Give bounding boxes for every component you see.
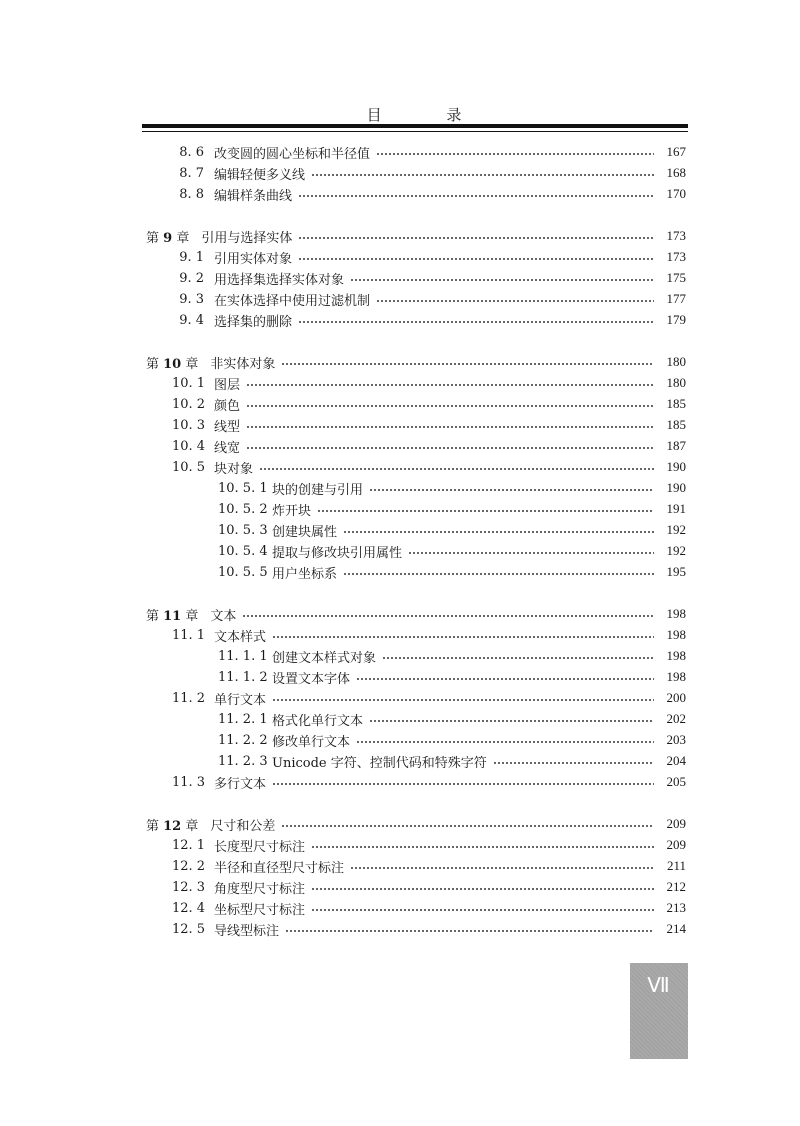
toc-entry[interactable] — [146, 730, 686, 750]
header-rule-thick — [142, 124, 688, 128]
dot-leader — [246, 447, 654, 449]
toc-entry-number: 11. 2. 2 — [218, 732, 268, 748]
toc-entry-title: 在实体选择中使用过滤机制 — [214, 293, 371, 309]
dot-leader — [281, 825, 654, 827]
toc-entry-number: 第 11 章 — [146, 608, 199, 624]
dot-leader — [350, 279, 654, 281]
toc-entry-number: 10. 5. 5 — [218, 564, 268, 580]
dot-leader — [311, 174, 654, 176]
toc-entry-title: 引用实体对象 — [214, 251, 293, 267]
toc-entry-title: 非实体对象 — [210, 356, 276, 372]
toc-entry-title: 修改单行文本 — [272, 734, 351, 750]
dot-leader — [311, 909, 654, 911]
toc-entry-page: 190 — [666, 459, 686, 474]
toc-chapter-entry[interactable] — [146, 814, 686, 834]
toc-entry-page: 203 — [666, 732, 686, 747]
dot-leader — [242, 615, 654, 617]
toc-entry-number: 12. 3 — [172, 879, 206, 895]
toc-entry-number: 12. 5 — [172, 921, 206, 937]
dot-leader — [382, 657, 654, 659]
dot-leader — [350, 867, 654, 869]
toc-chapter-entry[interactable] — [146, 352, 686, 372]
toc-entry[interactable] — [146, 520, 686, 540]
toc-entry-title: 用选择集选择实体对象 — [214, 272, 345, 288]
toc-entry-title: 多行文本 — [214, 776, 267, 792]
toc-entry-number: 11. 1. 1 — [218, 648, 268, 664]
toc-entry-title: 格式化单行文本 — [272, 713, 364, 729]
dot-leader — [317, 510, 654, 512]
toc-entry-page: 168 — [666, 165, 686, 180]
toc-entry-page: 198 — [666, 606, 686, 621]
toc-entry-page: 173 — [666, 249, 686, 264]
toc-entry[interactable] — [146, 142, 686, 162]
toc-entry-number: 10. 2 — [172, 396, 206, 412]
toc-entry-number: 9. 2 — [179, 270, 204, 286]
toc-entry-page: 198 — [666, 627, 686, 642]
toc-entry-title: 图层 — [214, 377, 241, 393]
toc-entry-number: 10. 5 — [172, 459, 206, 475]
toc-entry-title: 导线型标注 — [214, 923, 280, 939]
toc-entry-page: 211 — [666, 858, 686, 873]
toc-entry[interactable] — [146, 541, 686, 561]
toc-entry-title: 线型 — [214, 419, 241, 435]
toc-entry-page: 204 — [666, 753, 686, 768]
toc-entry[interactable] — [146, 772, 686, 792]
toc-entry-number: 11. 3 — [172, 774, 206, 790]
toc-entry-page: 192 — [666, 543, 686, 558]
toc-entry-page: 200 — [666, 690, 686, 705]
dot-leader — [246, 405, 654, 407]
toc-entry-number: 8. 6 — [179, 144, 204, 160]
toc-chapter-entry[interactable] — [146, 604, 686, 624]
toc-entry-number: 10. 4 — [172, 438, 206, 454]
toc-entry[interactable] — [146, 499, 686, 519]
toc-entry-number: 10. 5. 4 — [218, 543, 268, 559]
toc-entry[interactable] — [146, 394, 686, 414]
toc-entry[interactable] — [146, 625, 686, 645]
toc-entry-title: 块对象 — [214, 461, 254, 477]
dot-leader — [298, 195, 654, 197]
dot-leader — [376, 300, 654, 302]
toc-entry-page: 209 — [666, 816, 686, 831]
toc-entry[interactable] — [146, 835, 686, 855]
toc-entry[interactable] — [146, 709, 686, 729]
toc-entry-page: 187 — [666, 438, 686, 453]
dot-leader — [376, 153, 654, 155]
toc-entry-page: 190 — [666, 480, 686, 495]
toc-entry-page: 212 — [666, 879, 686, 894]
toc-entry[interactable] — [146, 562, 686, 582]
toc-entry-title: 文本 — [210, 608, 237, 624]
toc-entry-title: 文本样式 — [214, 629, 267, 645]
toc-entry-number: 11. 2. 3 — [218, 753, 268, 769]
toc-entry-number: 11. 2. 1 — [218, 711, 268, 727]
toc-entry-title: 创建块属性 — [272, 524, 338, 540]
page-number-label: Ⅶ — [647, 973, 671, 997]
dot-leader — [281, 363, 654, 365]
toc-entry-title: 半径和直径型尺寸标注 — [214, 860, 345, 876]
toc-entry-title: 编辑样条曲线 — [214, 188, 293, 204]
toc-entry-title: 块的创建与引用 — [272, 482, 364, 498]
toc-entry-title: 提取与修改块引用属性 — [272, 545, 403, 561]
toc-entry-title: 角度型尺寸标注 — [214, 881, 306, 897]
toc-entry-page: 205 — [666, 774, 686, 789]
toc-entry-title: 引用与选择实体 — [201, 230, 293, 246]
toc-entry-page: 179 — [666, 312, 686, 327]
toc-entry-number: 10. 5. 1 — [218, 480, 268, 496]
toc-entry-title: 用户坐标系 — [272, 566, 338, 582]
dot-leader — [408, 552, 654, 554]
toc-entry-number: 11. 2 — [172, 690, 206, 706]
dot-leader — [298, 321, 654, 323]
toc-entry-number: 11. 1. 2 — [218, 669, 268, 685]
dot-leader — [356, 678, 654, 680]
toc-entry-page: 167 — [666, 144, 686, 159]
toc-chapter-entry[interactable] — [146, 226, 686, 246]
toc-entry-title: 尺寸和公差 — [210, 818, 276, 834]
toc-entry[interactable] — [146, 688, 686, 708]
dot-leader — [343, 531, 654, 533]
toc-entry-title: 坐标型尺寸标注 — [214, 902, 306, 918]
header-rule-thin — [142, 131, 688, 132]
toc-entry-page: 175 — [666, 270, 686, 285]
toc-entry-number: 10. 3 — [172, 417, 206, 433]
toc-entry[interactable] — [146, 478, 686, 498]
toc-entry-number: 12. 1 — [172, 837, 206, 853]
toc-entry-number: 12. 2 — [172, 858, 206, 874]
dot-leader — [246, 384, 654, 386]
toc-entry-page: 185 — [666, 417, 686, 432]
toc-entry-number: 第 9 章 — [146, 230, 190, 246]
toc-entry-number: 8. 8 — [179, 186, 204, 202]
toc-entry-page: 180 — [666, 354, 686, 369]
dot-leader — [369, 489, 654, 491]
toc-entry[interactable] — [146, 856, 686, 876]
dot-leader — [369, 720, 654, 722]
toc-entry-title: 创建文本样式对象 — [272, 650, 377, 666]
toc-entry-number: 10. 5. 2 — [218, 501, 268, 517]
toc-entry[interactable] — [146, 268, 686, 288]
toc-entry-title: 单行文本 — [214, 692, 267, 708]
toc-entry[interactable] — [146, 646, 686, 666]
dot-leader — [246, 426, 654, 428]
toc-entry-page: 185 — [666, 396, 686, 411]
toc-entry[interactable] — [146, 667, 686, 687]
dot-leader — [298, 258, 654, 260]
toc-entry-page: 180 — [666, 375, 686, 390]
dot-leader — [285, 930, 654, 932]
toc-entry-title: 长度型尺寸标注 — [214, 839, 306, 855]
toc-entry-number: 8. 7 — [179, 165, 204, 181]
toc-entry-page: 170 — [666, 186, 686, 201]
toc-entry-title: 炸开块 — [272, 503, 312, 519]
toc-entry[interactable] — [146, 310, 686, 330]
toc-entry[interactable] — [146, 415, 686, 435]
toc-entry-title: 编辑轻便多义线 — [214, 167, 306, 183]
toc-entry-number: 10. 5. 3 — [218, 522, 268, 538]
toc-entry-page: 202 — [666, 711, 686, 726]
toc-entry[interactable] — [146, 898, 686, 918]
toc-entry-number: 第 10 章 — [146, 356, 199, 372]
toc-entry-number: 9. 3 — [179, 291, 204, 307]
toc-entry-title: 改变圆的圆心坐标和半径值 — [214, 146, 371, 162]
dot-leader — [298, 237, 654, 239]
toc-entry-title: 颜色 — [214, 398, 241, 414]
dot-leader — [311, 888, 654, 890]
dot-leader — [272, 636, 654, 638]
toc-entry-number: 10. 1 — [172, 375, 206, 391]
toc-entry-title: Unicode 字符、控制代码和特殊字符 — [272, 755, 487, 771]
toc-entry-number: 11. 1 — [172, 627, 206, 643]
toc-entry-page: 214 — [666, 921, 686, 936]
toc-entry-number: 9. 1 — [179, 249, 204, 265]
toc-entry-number: 12. 4 — [172, 900, 206, 916]
toc-entry-page: 192 — [666, 522, 686, 537]
toc-entry-page: 198 — [666, 648, 686, 663]
toc-entry[interactable] — [146, 457, 686, 477]
toc-entry-page: 209 — [666, 837, 686, 852]
toc-entry-title: 线宽 — [214, 440, 241, 456]
toc-entry-number: 9. 4 — [179, 312, 204, 328]
dot-leader — [259, 468, 654, 470]
dot-leader — [343, 573, 654, 575]
toc-entry[interactable] — [146, 247, 686, 267]
dot-leader — [272, 699, 654, 701]
toc-entry[interactable] — [146, 877, 686, 897]
toc-entry-page: 195 — [666, 564, 686, 579]
toc-entry[interactable] — [146, 751, 686, 771]
toc-entry-number: 第 12 章 — [146, 818, 199, 834]
toc-entry[interactable] — [146, 289, 686, 309]
toc-entry[interactable] — [146, 184, 686, 204]
page-number-tab — [630, 963, 688, 1059]
page-header-title: 目 录 — [366, 106, 492, 124]
toc-entry-page: 191 — [666, 501, 686, 516]
toc-entry-title: 设置文本字体 — [272, 671, 351, 687]
toc-entry-page: 177 — [666, 291, 686, 306]
toc-entry-page: 213 — [666, 900, 686, 915]
toc-entry-page: 198 — [666, 669, 686, 684]
toc-entry-title: 选择集的删除 — [214, 314, 293, 330]
dot-leader — [272, 783, 654, 785]
dot-leader — [311, 846, 654, 848]
toc-entry[interactable] — [146, 373, 686, 393]
toc-entry[interactable] — [146, 163, 686, 183]
toc-entry-page: 173 — [666, 228, 686, 243]
dot-leader — [356, 741, 654, 743]
dot-leader — [493, 762, 654, 764]
toc-entry[interactable] — [146, 919, 686, 939]
toc-entry[interactable] — [146, 436, 686, 456]
